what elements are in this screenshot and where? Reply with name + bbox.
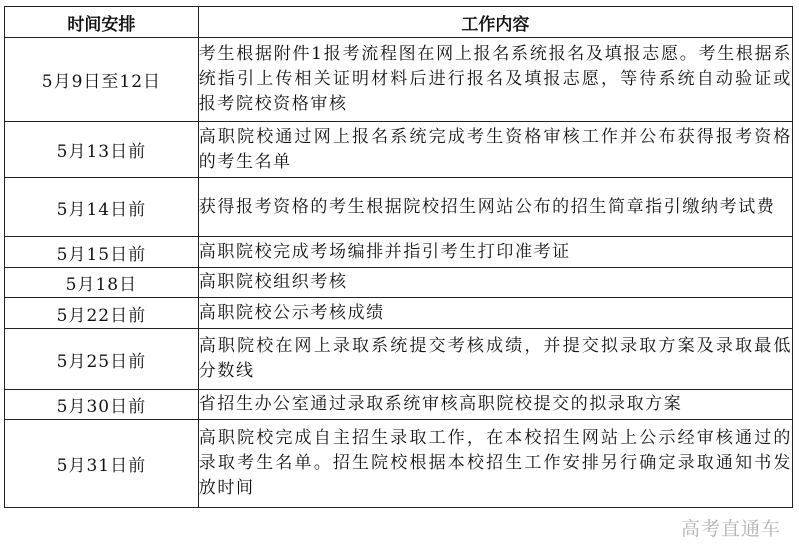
time-cell: 5月14日前 [5, 178, 199, 237]
header-time: 时间安排 [5, 7, 199, 38]
time-cell: 5月15日前 [5, 237, 199, 268]
table-row [5, 268, 793, 298]
header-content: 工作内容 [198, 7, 792, 38]
table-row [5, 329, 793, 390]
schedule-table [4, 6, 793, 508]
content-cell: 考生根据附件1报考流程图在网上报名系统报名及填报志愿。考生根据系统指引上传相关证明材料后进行报名及填报志愿，等待系统自动验证或报考院校资格审核 [198, 38, 792, 122]
header-row [5, 7, 793, 38]
time-cell: 5月22日前 [5, 298, 199, 329]
table-row [5, 122, 793, 178]
content-cell: 高职院校在网上录取系统提交考核成绩，并提交拟录取方案及录取最低分数线 [198, 329, 792, 390]
time-cell: 5月18日 [5, 268, 199, 298]
time-cell: 5月25日前 [5, 329, 199, 390]
content-cell: 省招生办公室通过录取系统审核高职院校提交的拟录取方案 [198, 390, 792, 420]
time-cell: 5月31日前 [5, 420, 199, 508]
content-cell: 高职院校通过网上报名系统完成考生资格审核工作并公布获得报考资格的考生名单 [198, 122, 792, 178]
content-cell: 高职院校完成自主招生录取工作，在本校招生网站上公示经审核通过的录取考生名单。招生院校根据本校招生工作安排另行确定录取通知书发放时间 [198, 420, 792, 508]
table-row [5, 420, 793, 508]
table-row [5, 237, 793, 268]
time-cell: 5月9日至12日 [5, 38, 199, 122]
table-row [5, 38, 793, 122]
time-cell: 5月30日前 [5, 390, 199, 420]
time-cell: 5月13日前 [5, 122, 199, 178]
content-cell: 高职院校组织考核 [198, 268, 792, 298]
content-cell: 高职院校完成考场编排并指引考生打印准考证 [198, 237, 792, 268]
content-cell: 获得报考资格的考生根据院校招生网站公布的招生简章指引缴纳考试费 [198, 178, 792, 237]
table-row [5, 298, 793, 329]
table-row [5, 390, 793, 420]
content-cell: 高职院校公示考核成绩 [198, 298, 792, 329]
table-row [5, 178, 793, 237]
watermark: 高考直通车 [680, 518, 781, 540]
